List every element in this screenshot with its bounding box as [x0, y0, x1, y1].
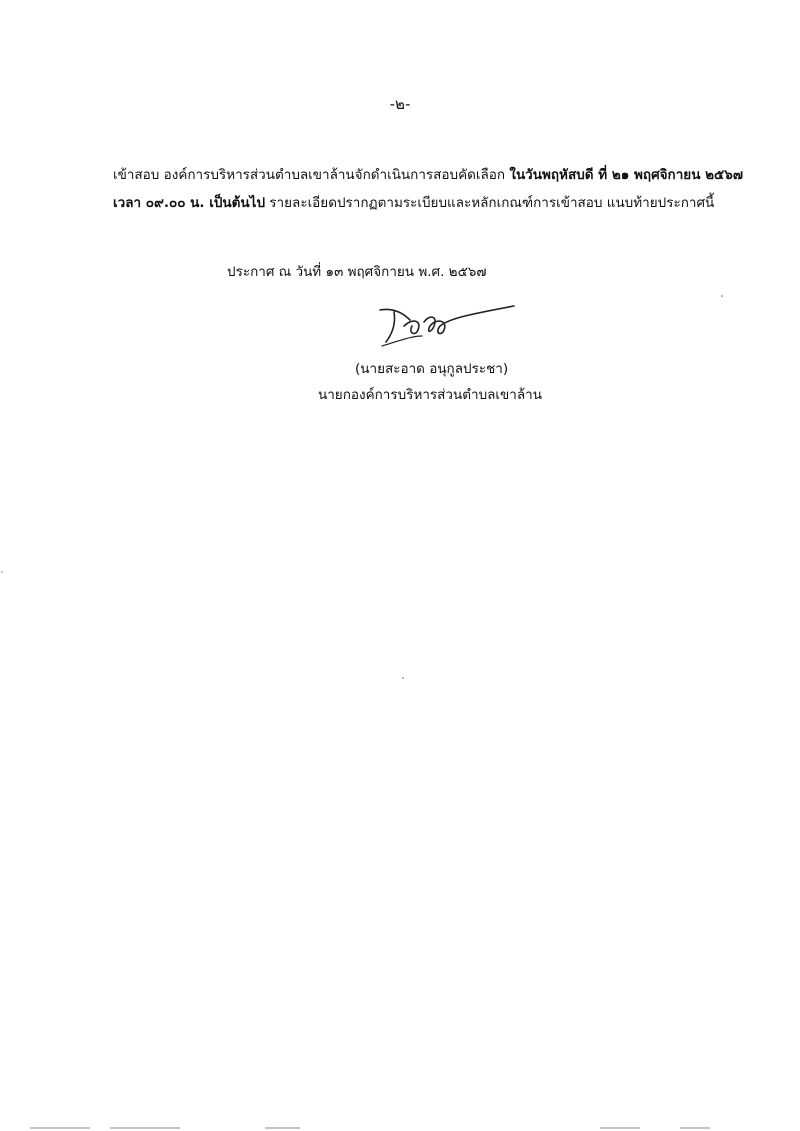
- body-paragraph-line-2: [113, 188, 763, 218]
- paragraph-text: เข้าสอบ องค์การบริหารส่วนตำบลเขาล้านจักดำเนินการสอบคัดเลือก: [113, 167, 510, 183]
- page-number: -๒-: [389, 95, 411, 113]
- paragraph-text: รายละเอียดปรากฏตามระเบียบและหลักเกณฑ์การเข้าสอบ แนบท้ายประกาศนี้: [265, 195, 715, 211]
- body-paragraph-line-1: [113, 160, 763, 190]
- announcement-date: ประกาศ ณ วันที่ ๑๓ พฤศจิกายน พ.ศ. ๒๕๖๗: [227, 264, 487, 280]
- handwritten-signature: [372, 300, 517, 350]
- exam-time-text: เวลา ๐๙.๐๐ น. เป็นต้นไป: [113, 195, 266, 211]
- signer-position: นายกองค์การบริหารส่วนตำบลเขาล้าน: [318, 387, 542, 403]
- signer-name: (นายสะอาด อนุกูลประชา): [355, 361, 509, 377]
- exam-date-text: ในวันพฤหัสบดี ที่ ๒๑ พฤศจิกายน ๒๕๖๗: [509, 167, 743, 183]
